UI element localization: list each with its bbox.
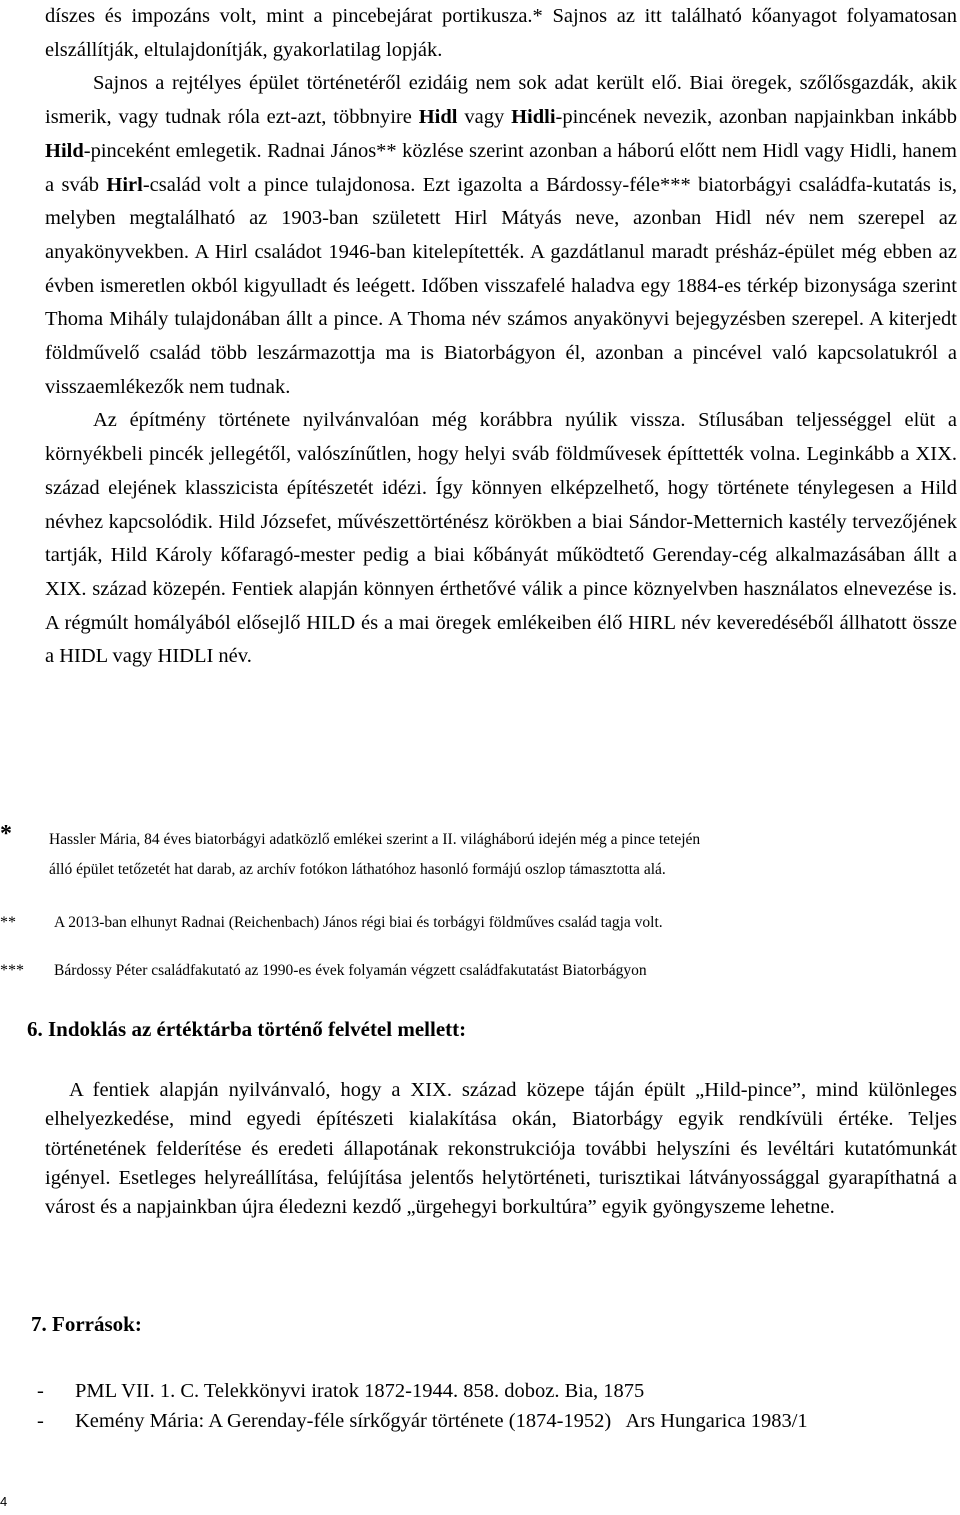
section-6-paragraph: A fentiek alapján nyilvánvaló, hogy a XIX. század közepe táján épült „Hild-pince”, mind különleges elhelyezkedése, mind egyedi építészeti kialakítása okán, Biatorbágy egyik rendkívüli értéke. Teljes történetének felderítése és eredeti állapotának rekonstrukciója további helyszíni és levéltári kutatómunkát igényel. Esetleges helyreállítása, felújítása jelentős helytörténeti, turisztikai látványossággal gyarapíthatná a várost és a napjainkban újra éledezni kezdő „ürgehegyi borkultúra” egyik gyöngyszeme lehetne. xyxy=(45,1079,957,1219)
main-body-text xyxy=(45,0,957,674)
footnote-3-mark: *** xyxy=(0,962,24,979)
name-hild: Hild xyxy=(45,139,84,162)
name-hirl: Hirl xyxy=(106,173,143,196)
footnote-2-mark: ** xyxy=(0,914,16,931)
paragraph-1 xyxy=(45,0,957,67)
section-6-heading: 6. Indoklás az értéktárba történő felvétel mellett: xyxy=(27,1017,467,1041)
name-hidl: Hidl xyxy=(418,106,458,129)
paragraph-1-text: díszes és impozáns volt, mint a pincebejárat portikusza.* Sajnos az itt található kőanyagot folyamatosan elszállítják, eltulajdonítják, gyakorlatilag lopják. xyxy=(45,5,957,61)
source-text: Kemény Mária: A Gerenday-féle sírkőgyár története (1874-1952) Ars Hungarica 1983/1 xyxy=(75,1409,808,1432)
footnote-1 xyxy=(0,823,960,883)
footnote-2-line-1: A 2013-ban elhunyt Radnai (Reichenbach) János régi biai és torbágyi földműves család tagja volt. xyxy=(54,914,663,931)
section-6-body xyxy=(45,1076,957,1222)
source-dash: - xyxy=(37,1409,44,1432)
footnote-1-line-2: álló épület tetőzetét hat darab, az archív fotókon láthatóhoz hasonló formájú oszlop támasztotta alá. xyxy=(49,861,666,878)
footnote-1-mark: * xyxy=(0,821,12,847)
page-number: 4 xyxy=(0,1494,8,1509)
source-item xyxy=(37,1407,955,1437)
paragraph-3: Az építmény története nyilvánvalóan még korábbra nyúlik vissza. Stílusában teljességgel elüt a környékbeli pincék jellegétől, valószínűtlen, hogy helyi sváb földművesek építtették volna. Leginkább a XIX. század elejének klasszicista építészetét idézi. Így könnyen elképzelhető, hogy története ténylegesen a Hild névhez kapcsolódik. Hild Józsefet, művészettörténész körökben a biai Sándor-Metternich kastély tervezőjének tartják, Hild Károly kőfaragó-mester pedig a biai kőbányát működtető Gerenday-cég alkalmazásában állt a XIX. század közepén. Fentiek alapján könnyen érthetővé válik a pince köznyelvben használatos elnevezése is. A régmúlt homályából elősejlő HILD és a mai öregek emlékeiben élő HIRL név keveredéséből állhatott össze a HIDL vagy HIDLI név. xyxy=(45,409,957,668)
paragraph-2: Sajnos a rejtélyes épület történetéről ezidáig nem sok adat került elő. Biai öregek, szőlősgazdák, akik ismerik, vagy tudnak róla ezt-azt, többnyire Hidl vagy Hidli-pincének nevezik, azonban napjainkban inkább Hild-pinceként emlegetik. Radnai János** közlése szerint azonban a háború előtt nem Hidl vagy Hidli, hanem a sváb Hirl-család volt a pince tulajdonosa. Ezt igazolta a Bárdossy-féle*** biatorbágyi családfa-kutatás is, melyben megtalálható az 1903-ban született Hirl Mátyás neve, azonban Hidl név nem szerepel az anyakönyvekben. A Hirl családot 1946-ban kitelepítették. A gazdátlanul maradt présház-épület még ebben az évben ismeretlen okból kigyulladt és leégett. Időben visszafelé haladva egy 1884-es térkép bizonysága szerint Thoma Mihály tulajdonában állt a pince. A Thoma név számos anyakönyvi bejegyzésben szerepel. A kiterjedt földművelő család több leszármazottja ma is Biatorbágyon él, azonban a pincével való kapcsolatukról a visszaemlékezők nem tudnak. xyxy=(45,72,957,398)
source-dash: - xyxy=(37,1380,44,1402)
sources-list xyxy=(37,1377,937,1436)
source-item xyxy=(37,1377,937,1407)
footnote-2 xyxy=(0,910,960,940)
footnote-3 xyxy=(0,958,960,988)
footnote-1-line-1: Hassler Mária, 84 éves biatorbágyi adatközlő emlékei szerint a II. világháború idején még a pince tetején xyxy=(49,831,701,848)
name-hidli: Hidli xyxy=(511,106,556,129)
section-7-heading: 7. Források: xyxy=(31,1312,142,1336)
source-text: PML VII. 1. C. Telekkönyvi iratok 1872-1944. 858. doboz. Bia, 1875 xyxy=(75,1380,645,1402)
footnote-3-line-1: Bárdossy Péter családfakutató az 1990-es évek folyamán végzett családfakutatást Biatorbágyon xyxy=(54,962,647,979)
